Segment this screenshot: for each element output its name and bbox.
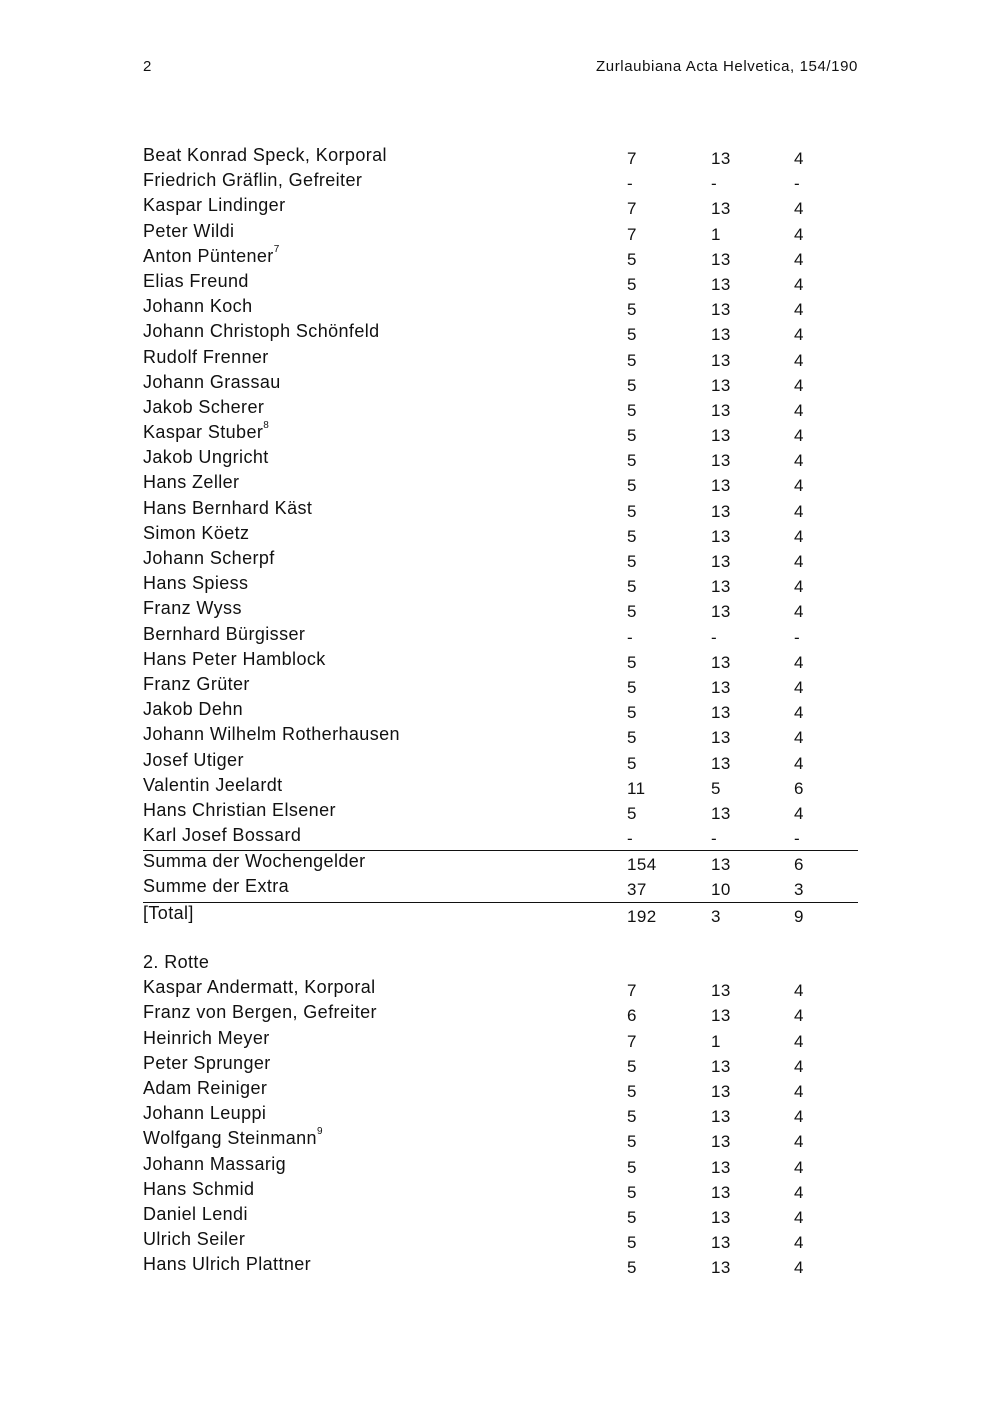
person-name bbox=[143, 472, 239, 493]
amount-c2: - bbox=[711, 174, 718, 194]
footnote-marker: 9 bbox=[316, 1126, 323, 1138]
amount-c2: 13 bbox=[711, 249, 731, 269]
amount-c3: 4 bbox=[794, 300, 804, 320]
amount-c3: - bbox=[794, 829, 801, 849]
amount-c3: 4 bbox=[794, 552, 804, 571]
amount-c1: 6 bbox=[627, 1006, 637, 1026]
amount-c1: 5 bbox=[627, 803, 637, 823]
amount-c1: 5 bbox=[627, 274, 637, 294]
amount-c3: 4 bbox=[794, 350, 804, 370]
table-row bbox=[143, 397, 858, 422]
amount-c2: 1 bbox=[711, 224, 721, 244]
name-text: Karl Josef Bossard bbox=[143, 825, 302, 846]
roster-table-1 bbox=[143, 145, 858, 928]
amount-c1: 5 bbox=[627, 300, 637, 320]
amount-c1: 5 bbox=[627, 1157, 637, 1177]
person-name bbox=[143, 447, 269, 468]
amount-c1: 5 bbox=[627, 1132, 637, 1152]
amount-c3: 4 bbox=[794, 1107, 804, 1127]
amount-c1: 5 bbox=[627, 325, 637, 345]
amount-c2: 13 bbox=[711, 1182, 731, 1202]
footnote-marker: 7 bbox=[273, 243, 280, 255]
name-text: Johann Koch bbox=[143, 296, 253, 317]
amount-c1: - bbox=[627, 829, 634, 849]
name-text: Johann Grassau bbox=[143, 371, 281, 392]
amount-c1: 5 bbox=[627, 677, 637, 697]
person-name bbox=[143, 573, 248, 594]
person-name bbox=[143, 1078, 267, 1099]
amount-c3: 4 bbox=[794, 728, 804, 748]
person-name bbox=[143, 598, 242, 619]
amount-c2: 13 bbox=[711, 1157, 731, 1177]
person-name bbox=[143, 724, 400, 745]
name-text: Johann Scherpf bbox=[143, 548, 275, 568]
amount-c1: 5 bbox=[627, 526, 637, 546]
table-row bbox=[143, 145, 858, 170]
name-text: Rudolf Frenner bbox=[143, 346, 269, 367]
name-text: Ulrich Seiler bbox=[143, 1229, 246, 1250]
amount-c1: 192 bbox=[627, 906, 657, 926]
name-text: Beat Konrad Speck, Korporal bbox=[143, 145, 387, 165]
amount-c2: - bbox=[711, 627, 718, 647]
name-text: Johann Christoph Schönfeld bbox=[143, 321, 380, 342]
person-name bbox=[143, 195, 286, 216]
table-row bbox=[143, 674, 858, 699]
amount-c3: 4 bbox=[794, 375, 804, 395]
amount-c3: 4 bbox=[794, 1081, 804, 1101]
name-text: Heinrich Meyer bbox=[143, 1027, 270, 1048]
person-name bbox=[143, 170, 362, 191]
amount-c1: 5 bbox=[627, 400, 637, 420]
amount-c3: - bbox=[794, 627, 801, 647]
person-name bbox=[143, 347, 269, 368]
person-name bbox=[143, 271, 249, 292]
name-text: Franz Grüter bbox=[143, 673, 250, 694]
person-name bbox=[143, 1154, 286, 1175]
amount-c1: 5 bbox=[627, 577, 637, 597]
amount-c2: 13 bbox=[711, 350, 731, 370]
amount-c2: 13 bbox=[711, 1081, 731, 1101]
amount-c3: 4 bbox=[794, 501, 804, 521]
table-row bbox=[143, 800, 858, 825]
amount-c3: - bbox=[794, 174, 801, 194]
amount-c3: 4 bbox=[794, 1207, 804, 1227]
amount-c1: 5 bbox=[627, 1233, 637, 1253]
amount-c1: 37 bbox=[627, 880, 647, 900]
amount-c2: 5 bbox=[711, 778, 721, 798]
amount-c2: 10 bbox=[711, 880, 731, 900]
table-row bbox=[143, 472, 858, 497]
amount-c3: 6 bbox=[794, 855, 804, 875]
name-text: Kaspar Andermatt, Korporal bbox=[143, 977, 376, 998]
amount-c1: 5 bbox=[627, 249, 637, 269]
table-row bbox=[143, 699, 858, 724]
amount-c2: 13 bbox=[711, 1056, 731, 1076]
table-row bbox=[143, 624, 858, 649]
name-text: Franz Wyss bbox=[143, 598, 242, 619]
name-text: Wolfgang Steinmann bbox=[143, 1128, 317, 1149]
name-text: Franz von Bergen, Gefreiter bbox=[143, 1002, 377, 1023]
amount-c3: 4 bbox=[794, 602, 804, 622]
person-name bbox=[143, 397, 264, 418]
name-text: Kaspar Lindinger bbox=[143, 195, 286, 216]
name-text: Anton Püntener bbox=[143, 245, 274, 266]
person-name bbox=[143, 1229, 245, 1250]
table-row bbox=[143, 372, 858, 397]
table-row bbox=[143, 649, 858, 674]
person-name bbox=[143, 775, 283, 796]
person-name bbox=[143, 221, 234, 242]
table-row bbox=[143, 598, 858, 623]
amount-c2: 13 bbox=[711, 274, 731, 294]
person-name bbox=[143, 876, 289, 897]
amount-c2: 13 bbox=[711, 501, 731, 521]
amount-c1: 154 bbox=[627, 855, 657, 875]
page-number: 2 bbox=[143, 58, 152, 75]
person-name bbox=[143, 851, 366, 872]
name-text: Elias Freund bbox=[143, 270, 249, 291]
name-text: Hans Christian Elsener bbox=[143, 799, 336, 820]
amount-c3: 4 bbox=[794, 753, 804, 773]
amount-c2: 13 bbox=[711, 677, 731, 697]
table-row bbox=[143, 1179, 858, 1204]
name-text: Adam Reiniger bbox=[143, 1077, 268, 1098]
person-name bbox=[143, 977, 376, 998]
amount-c2: 13 bbox=[711, 1258, 731, 1278]
amount-c2: 13 bbox=[711, 426, 731, 446]
amount-c1: 7 bbox=[627, 224, 637, 244]
name-text: Hans Spiess bbox=[143, 573, 249, 594]
amount-c3: 4 bbox=[794, 526, 804, 546]
amount-c1: 5 bbox=[627, 602, 637, 622]
amount-c3: 4 bbox=[794, 249, 804, 269]
amount-c2: 3 bbox=[711, 906, 721, 926]
person-name bbox=[143, 1103, 266, 1124]
name-text: Daniel Lendi bbox=[143, 1203, 248, 1224]
person-name bbox=[143, 145, 387, 166]
amount-c3: 4 bbox=[794, 1056, 804, 1076]
person-name bbox=[143, 1053, 271, 1074]
table-row bbox=[143, 724, 858, 749]
table-row bbox=[143, 422, 858, 447]
amount-c2: 13 bbox=[711, 803, 731, 823]
amount-c3: 4 bbox=[794, 400, 804, 420]
amount-c1: 5 bbox=[627, 476, 637, 496]
table-row bbox=[143, 221, 858, 246]
name-text: Peter Sprunger bbox=[143, 1052, 271, 1073]
amount-c1: 5 bbox=[627, 1182, 637, 1202]
amount-c3: 4 bbox=[794, 426, 804, 446]
amount-c1: 7 bbox=[627, 199, 637, 219]
page-header bbox=[143, 58, 858, 80]
amount-c3: 4 bbox=[794, 577, 804, 597]
table-row bbox=[143, 573, 858, 598]
amount-c2: 13 bbox=[711, 1107, 731, 1127]
person-name bbox=[143, 1204, 248, 1225]
table-row bbox=[143, 347, 858, 372]
name-text: Hans Zeller bbox=[143, 472, 240, 493]
amount-c1: 5 bbox=[627, 375, 637, 395]
footnote-marker: 8 bbox=[263, 420, 270, 432]
amount-c1: 7 bbox=[627, 1031, 637, 1051]
table-row bbox=[143, 296, 858, 321]
person-name bbox=[143, 1128, 323, 1149]
amount-c2: 13 bbox=[711, 703, 731, 723]
person-name bbox=[143, 624, 305, 645]
running-title: Zurlaubiana Acta Helvetica, 154/190 bbox=[596, 58, 858, 75]
table-row bbox=[143, 523, 858, 548]
table-row bbox=[143, 1254, 858, 1279]
amount-c1: 5 bbox=[627, 501, 637, 521]
name-text: [Total] bbox=[143, 902, 194, 923]
amount-c3: 6 bbox=[794, 778, 804, 798]
table-row bbox=[143, 902, 858, 928]
amount-c3: 4 bbox=[794, 1182, 804, 1202]
amount-c2: 13 bbox=[711, 855, 731, 875]
table-row bbox=[143, 825, 858, 850]
amount-c3: 4 bbox=[794, 451, 804, 471]
amount-c2: 13 bbox=[711, 476, 731, 496]
amount-c1: 5 bbox=[627, 753, 637, 773]
amount-c1: 5 bbox=[627, 1207, 637, 1227]
amount-c1: - bbox=[627, 627, 634, 647]
table-row bbox=[143, 850, 858, 876]
amount-c1: 11 bbox=[627, 778, 646, 798]
amount-c2: 13 bbox=[711, 199, 731, 219]
person-name bbox=[143, 548, 275, 569]
amount-c3: 4 bbox=[794, 1157, 804, 1177]
amount-c3: 4 bbox=[794, 803, 804, 823]
amount-c2: 13 bbox=[711, 652, 731, 672]
amount-c1: 5 bbox=[627, 1258, 637, 1278]
amount-c1: 5 bbox=[627, 652, 637, 672]
amount-c3: 4 bbox=[794, 981, 804, 1001]
amount-c3: 4 bbox=[794, 1132, 804, 1152]
table-row bbox=[143, 1229, 858, 1254]
name-text: Hans Schmid bbox=[143, 1178, 255, 1199]
amount-c3: 4 bbox=[794, 703, 804, 723]
amount-c1: 7 bbox=[627, 149, 637, 168]
amount-c1: 5 bbox=[627, 728, 637, 748]
table-row bbox=[143, 1128, 858, 1153]
name-text: Simon Köetz bbox=[143, 522, 250, 543]
amount-c3: 4 bbox=[794, 1258, 804, 1278]
name-text: Hans Bernhard Käst bbox=[143, 497, 313, 518]
name-text: Hans Peter Hamblock bbox=[143, 648, 326, 669]
table-row bbox=[143, 321, 858, 346]
person-name bbox=[143, 903, 194, 924]
amount-c2: 1 bbox=[711, 1031, 721, 1051]
amount-c2: 13 bbox=[711, 552, 731, 571]
amount-c3: 9 bbox=[794, 906, 804, 926]
amount-c3: 4 bbox=[794, 325, 804, 345]
table-row bbox=[143, 243, 858, 271]
name-text: Summe der Extra bbox=[143, 876, 290, 897]
amount-c2: 13 bbox=[711, 375, 731, 395]
table-row bbox=[143, 195, 858, 220]
name-text: Jakob Ungricht bbox=[143, 447, 269, 468]
table-row bbox=[143, 876, 858, 901]
name-text: Valentin Jeelardt bbox=[143, 774, 283, 795]
amount-c3: 4 bbox=[794, 476, 804, 496]
table-row bbox=[143, 1078, 858, 1103]
amount-c1: 5 bbox=[627, 703, 637, 723]
table-row bbox=[143, 1204, 858, 1229]
table-row bbox=[143, 1002, 858, 1027]
amount-c2: 13 bbox=[711, 325, 731, 345]
person-name bbox=[143, 750, 244, 771]
table-row bbox=[143, 750, 858, 775]
amount-c3: 4 bbox=[794, 274, 804, 294]
amount-c1: 5 bbox=[627, 1056, 637, 1076]
amount-c3: 4 bbox=[794, 1233, 804, 1253]
amount-c1: - bbox=[627, 174, 634, 194]
amount-c3: 3 bbox=[794, 880, 804, 900]
amount-c3: 4 bbox=[794, 1006, 804, 1026]
roster-table-2 bbox=[143, 952, 858, 1279]
person-name bbox=[143, 1179, 254, 1200]
person-name bbox=[143, 321, 380, 342]
table-row bbox=[143, 1053, 858, 1078]
amount-c2: - bbox=[711, 829, 718, 849]
person-name bbox=[143, 800, 336, 821]
amount-c2: 13 bbox=[711, 1207, 731, 1227]
amount-c1: 7 bbox=[627, 981, 637, 1001]
name-text: Bernhard Bürgisser bbox=[143, 623, 306, 644]
amount-c3: 4 bbox=[794, 1031, 804, 1051]
amount-c1: 5 bbox=[627, 1107, 637, 1127]
person-name bbox=[143, 649, 326, 670]
table-row bbox=[143, 977, 858, 1002]
name-text: Johann Massarig bbox=[143, 1153, 287, 1174]
amount-c2: 13 bbox=[711, 1233, 731, 1253]
name-text: Josef Utiger bbox=[143, 749, 244, 770]
person-name bbox=[143, 296, 252, 317]
name-text: Jakob Dehn bbox=[143, 699, 244, 720]
amount-c2: 13 bbox=[711, 728, 731, 748]
amount-c2: 13 bbox=[711, 400, 731, 420]
table-row bbox=[143, 498, 858, 523]
person-name bbox=[143, 422, 269, 443]
amount-c3: 4 bbox=[794, 677, 804, 697]
person-name bbox=[143, 674, 250, 695]
amount-c3: 4 bbox=[794, 149, 804, 168]
name-text: Hans Ulrich Plattner bbox=[143, 1254, 312, 1275]
amount-c1: 5 bbox=[627, 552, 637, 571]
person-name bbox=[143, 1002, 377, 1023]
amount-c2: 13 bbox=[711, 981, 731, 1001]
amount-c3: 4 bbox=[794, 224, 804, 244]
table-row bbox=[143, 447, 858, 472]
table-row bbox=[143, 548, 858, 573]
person-name bbox=[143, 243, 280, 267]
person-name bbox=[143, 1028, 270, 1049]
name-text: Friedrich Gräflin, Gefreiter bbox=[143, 170, 363, 191]
person-name bbox=[143, 699, 243, 720]
person-name bbox=[143, 1254, 311, 1275]
person-name bbox=[143, 372, 281, 393]
table-row bbox=[143, 1103, 858, 1128]
amount-c1: 5 bbox=[627, 1081, 637, 1101]
amount-c3: 4 bbox=[794, 652, 804, 672]
amount-c1: 5 bbox=[627, 350, 637, 370]
table-row bbox=[143, 271, 858, 296]
table-row bbox=[143, 170, 858, 195]
name-text: Johann Wilhelm Rotherhausen bbox=[143, 724, 400, 745]
name-text: Summa der Wochengelder bbox=[143, 851, 366, 872]
name-text: Peter Wildi bbox=[143, 220, 235, 241]
name-text: Kaspar Stuber bbox=[143, 422, 264, 443]
table-row bbox=[143, 1028, 858, 1053]
amount-c2: 13 bbox=[711, 753, 731, 773]
person-name bbox=[143, 825, 301, 846]
amount-c2: 13 bbox=[711, 577, 731, 597]
amount-c2: 13 bbox=[711, 149, 731, 168]
person-name bbox=[143, 523, 249, 544]
amount-c2: 13 bbox=[711, 526, 731, 546]
amount-c2: 13 bbox=[711, 451, 731, 471]
person-name bbox=[143, 498, 312, 519]
amount-c2: 13 bbox=[711, 1132, 731, 1152]
table-row bbox=[143, 775, 858, 800]
table-row bbox=[143, 1154, 858, 1179]
amount-c1: 5 bbox=[627, 451, 637, 471]
amount-c2: 13 bbox=[711, 300, 731, 320]
amount-c2: 13 bbox=[711, 602, 731, 622]
amount-c2: 13 bbox=[711, 1006, 731, 1026]
amount-c3: 4 bbox=[794, 199, 804, 219]
name-text: Johann Leuppi bbox=[143, 1103, 267, 1124]
name-text: Jakob Scherer bbox=[143, 396, 265, 417]
amount-c1: 5 bbox=[627, 426, 637, 446]
section-heading: 2. Rotte bbox=[143, 952, 210, 972]
